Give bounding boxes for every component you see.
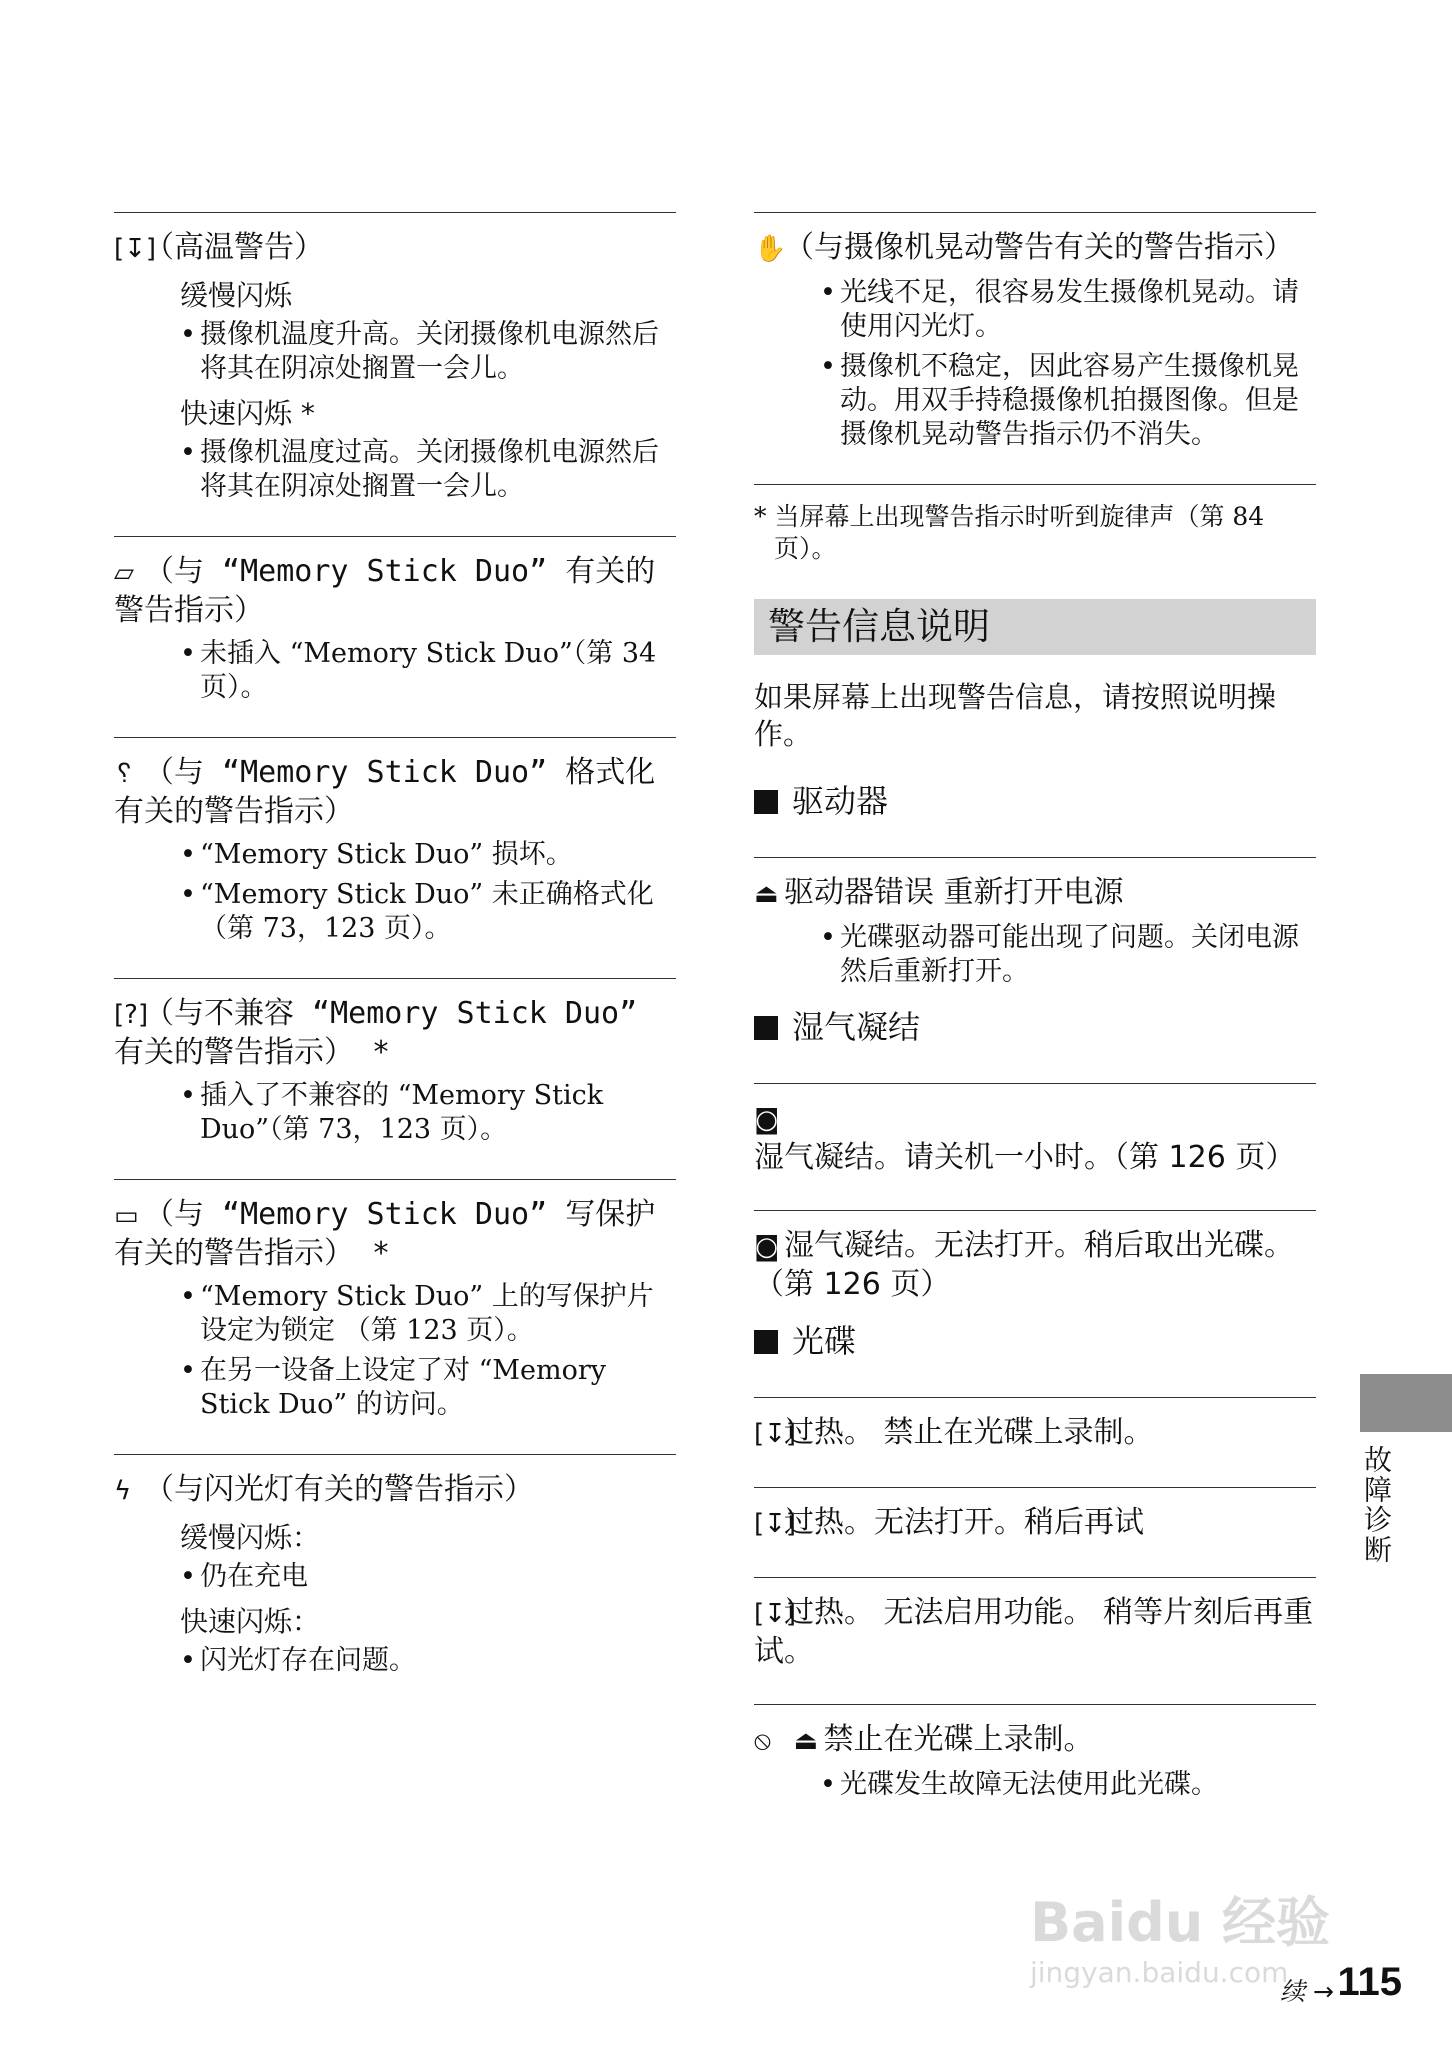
list-item: • 闪光灯存在问题。 <box>180 1644 676 1678</box>
intro-text: 如果屏幕上出现警告信息，请按照说明操作。 <box>754 680 1277 751</box>
category-label: 驱动器 <box>792 782 889 820</box>
bullet-list <box>820 276 1316 452</box>
footnote: * 当屏幕上出现警告指示时听到旋律声（第 84 页）。 <box>754 502 1265 563</box>
section-heading <box>114 553 676 629</box>
bullet-list <box>180 1079 676 1147</box>
heading-text: （与不兼容 “Memory Stick Duo” 有关的警告指示） * <box>114 996 638 1070</box>
heading-text: 湿气凝结。无法打开。稍后取出光碟。（第 126 页） <box>754 1228 1294 1302</box>
memory-stick-format-icon: ␦ <box>114 759 135 789</box>
write-protect-icon: ▭ <box>114 1201 139 1231</box>
square-bullet-icon <box>754 1330 778 1354</box>
section-memory-stick <box>114 536 676 737</box>
continued-arrow: 续 → <box>1280 1977 1334 2006</box>
side-tab <box>1360 1374 1452 1432</box>
section-condensation-1 <box>754 1083 1316 1210</box>
section-disc-overheat-3 <box>754 1577 1316 1704</box>
flash-icon: ϟ <box>114 1476 132 1506</box>
section-heading <box>114 995 676 1071</box>
side-tab-label: 故障诊断 <box>1360 1445 1393 1565</box>
category-drive <box>754 781 1316 821</box>
heading-text: （与 “Memory Stick Duo” 写保护有关的警告指示） * <box>114 1197 656 1271</box>
section-heading <box>114 1196 676 1272</box>
section-heading <box>114 229 676 268</box>
section-heading <box>114 1471 676 1510</box>
disc-error-icon: ⦸ <box>754 1726 771 1756</box>
square-bullet-icon <box>754 790 778 814</box>
subheading: 缓慢闪烁 <box>180 279 293 312</box>
camera-shake-icon: ✋ <box>754 234 787 264</box>
bullet-list <box>180 637 676 705</box>
bullet-list <box>180 318 676 386</box>
incompatible-memory-stick-icon: [?] <box>114 1000 149 1030</box>
heading-text: 禁止在光碟上录制。 <box>823 1722 1094 1757</box>
section-incompatible-memory-stick <box>114 978 676 1179</box>
temperature-warning-icon: [↧] <box>114 234 157 264</box>
section-disc-overheat-1 <box>754 1397 1316 1487</box>
section-heading <box>754 1594 1316 1670</box>
list-item: • 仍在充电 <box>180 1560 676 1594</box>
heading-text: 驱动器错误 重新打开电源 <box>784 875 1124 910</box>
section-camera-shake <box>754 212 1316 484</box>
list-item: • 光碟发生故障无法使用此光碟。 <box>820 1768 1316 1802</box>
heading-text: 过热。 无法启用功能。 稍等片刻后再重试。 <box>754 1595 1314 1669</box>
condensation-icon: ◙ <box>754 1232 780 1262</box>
section-disc-record-prohibited <box>754 1704 1316 1802</box>
section-heading <box>754 1414 1316 1453</box>
list-item: • 摄像机温度升高。关闭摄像机电源然后将其在阴凉处搁置一会儿。 <box>180 318 676 386</box>
temperature-warning-icon: [↧] <box>754 1509 797 1539</box>
list-item: • 光碟驱动器可能出现了问题。关闭电源然后重新打开。 <box>820 921 1316 989</box>
bullet-list <box>180 838 676 946</box>
heading-text: （与摄像机晃动警告有关的警告指示） <box>784 230 1294 265</box>
bullet-list <box>180 436 676 504</box>
list-item: • 插入了不兼容的 “Memory Stick Duo”（第 73，123 页）。 <box>180 1079 676 1147</box>
list-item: • 光线不足，很容易发生摄像机晃动。请使用闪光灯。 <box>820 276 1316 344</box>
section-high-temp <box>114 212 676 536</box>
section-condensation-2 <box>754 1210 1316 1321</box>
watermark-url: jingyan.baidu.com <box>1030 1956 1289 1989</box>
left-column <box>114 212 676 1684</box>
square-bullet-icon <box>754 1016 778 1040</box>
bullet-list <box>180 1560 676 1594</box>
memory-stick-icon: ▱ <box>114 558 134 588</box>
category-condensation <box>754 1007 1316 1047</box>
bullet-list <box>820 921 1316 989</box>
section-disc-overheat-2 <box>754 1487 1316 1577</box>
heading-text: 过热。 禁止在光碟上录制。 <box>784 1415 1154 1450</box>
right-column <box>754 212 1316 1808</box>
heading-text: （与闪光灯有关的警告指示） <box>144 1472 534 1507</box>
section-write-protect <box>114 1179 676 1454</box>
watermark: Baidu 经验 <box>1030 1891 1331 1954</box>
page-number: 115 <box>1337 1960 1402 2004</box>
section-heading <box>754 1721 1316 1760</box>
heading-text: 过热。无法打开。稍后再试 <box>784 1505 1144 1540</box>
temperature-warning-icon: [↧] <box>754 1599 797 1629</box>
section-heading <box>754 1227 1316 1303</box>
section-heading <box>754 1504 1316 1543</box>
category-disc <box>754 1321 1316 1361</box>
section-drive-error <box>754 857 1316 1007</box>
list-item: • 摄像机不稳定，因此容易产生摄像机晃动。用双手持稳摄像机拍摄图像。但是摄像机晃动警告指示仍不消失。 <box>820 350 1316 452</box>
heading-text: 湿气凝结。请关机一小时。（第 126 页） <box>754 1140 1296 1175</box>
subheading: 缓慢闪烁： <box>180 1521 321 1554</box>
section-heading <box>754 874 1316 913</box>
list-item: • 未插入 “Memory Stick Duo”（第 34 页）。 <box>180 637 676 705</box>
section-heading <box>754 229 1316 268</box>
category-label: 湿气凝结 <box>792 1008 921 1046</box>
bullet-list <box>820 1768 1316 1802</box>
section-memory-stick-format <box>114 737 676 978</box>
list-item: • “Memory Stick Duo” 上的写保护片设定为锁定 （第 123 页）。 <box>180 1280 676 1348</box>
section-title-bar: 警告信息说明 <box>754 599 1316 655</box>
eject-icon: ⏏ <box>793 1726 819 1756</box>
bullet-list <box>180 1280 676 1422</box>
subheading: 快速闪烁： <box>180 1605 321 1638</box>
list-item: • 摄像机温度过高。关闭摄像机电源然后将其在阴凉处搁置一会儿。 <box>180 436 676 504</box>
heading-text: （与 “Memory Stick Duo” 格式化有关的警告指示） <box>114 755 656 829</box>
list-item: • “Memory Stick Duo” 未正确格式化（第 73，123 页）。 <box>180 878 676 946</box>
section-flash <box>114 1454 676 1678</box>
heading-text: （与 “Memory Stick Duo” 有关的警告指示） <box>114 554 656 628</box>
section-heading <box>114 754 676 830</box>
list-item: • 在另一设备上设定了对 “Memory Stick Duo” 的访问。 <box>180 1354 676 1422</box>
heading-text: （高温警告） <box>144 230 324 265</box>
list-item: • “Memory Stick Duo” 损坏。 <box>180 838 676 872</box>
subheading: 快速闪烁 * <box>180 397 315 430</box>
bullet-list <box>180 1644 676 1678</box>
eject-icon: ⏏ <box>754 879 779 909</box>
temperature-warning-icon: [↧] <box>754 1419 797 1449</box>
category-label: 光碟 <box>792 1322 857 1360</box>
condensation-icon: ◙ <box>754 1105 780 1135</box>
section-heading <box>754 1100 1316 1176</box>
